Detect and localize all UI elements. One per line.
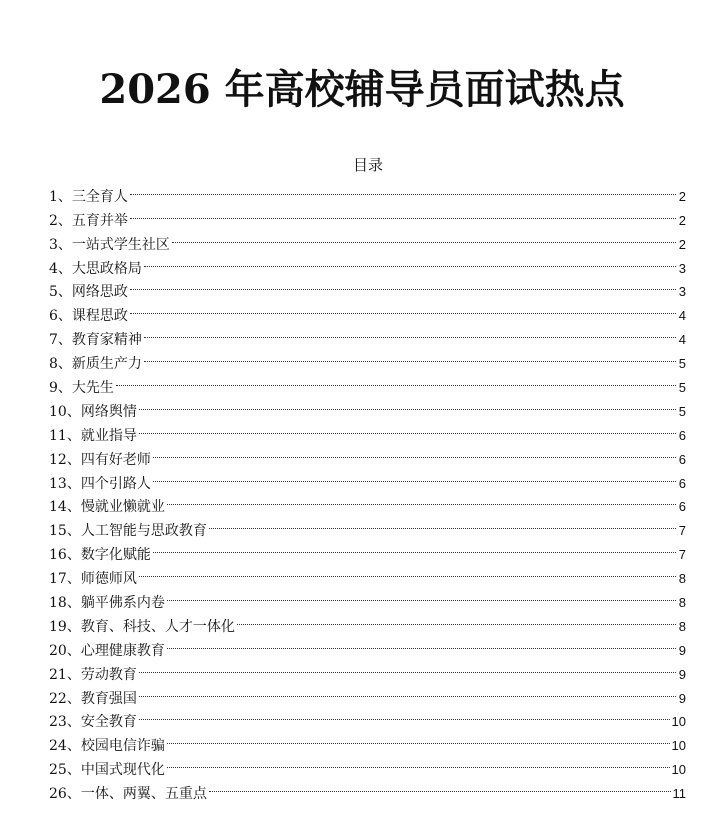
toc-entry-page-number: 9: [678, 642, 686, 658]
toc-dot-leader: [139, 655, 676, 679]
toc-dot-leader: [139, 679, 676, 703]
toc-entry-number: 2、: [49, 212, 72, 229]
toc-entry-title: 数字化赋能: [80, 547, 151, 564]
toc-entry-number: 20、: [49, 642, 81, 659]
toc-entry[interactable]: [49, 679, 686, 707]
toc-dot-leader: [153, 535, 676, 559]
toc-entry-page-number: 10: [671, 738, 686, 754]
toc-entry-title: 安全教育: [80, 714, 137, 731]
toc-entry-title: 三全育人: [71, 188, 128, 205]
toc-entry-title: 慢就业懒就业: [80, 499, 165, 516]
toc-entry-page-number: 10: [671, 714, 686, 730]
toc-entry[interactable]: [49, 320, 686, 349]
toc-entry[interactable]: [49, 559, 686, 588]
toc-dot-leader: [144, 249, 676, 273]
toc-dot-leader: [167, 631, 676, 655]
toc-entry-number: 18、: [49, 595, 81, 612]
toc-dot-leader: [167, 488, 676, 512]
toc-entry[interactable]: [49, 249, 686, 277]
toc-entry[interactable]: [49, 440, 686, 468]
toc-entry-number: 15、: [49, 523, 81, 540]
table-of-contents: [49, 177, 686, 803]
toc-entry-number: 9、: [49, 380, 72, 397]
toc-dot-leader: [130, 273, 676, 297]
toc-entry-title: 劳动教育: [80, 666, 137, 683]
toc-dot-leader: [209, 511, 676, 535]
toc-entry[interactable]: [49, 296, 686, 325]
toc-entry[interactable]: [49, 416, 686, 444]
toc-entry-page-number: 6: [678, 427, 686, 443]
toc-entry-number: 1、: [49, 188, 72, 205]
toc-entry-number: 23、: [49, 714, 81, 731]
toc-dot-leader: [167, 750, 670, 774]
toc-entry-page-number: 4: [678, 332, 686, 348]
toc-entry-title: 网络思政: [71, 284, 128, 301]
toc-entry[interactable]: [49, 273, 686, 301]
toc-entry-title: 教育强国: [80, 690, 137, 707]
toc-entry-number: 24、: [49, 738, 81, 755]
toc-entry-title: 中国式现代化: [80, 762, 165, 779]
toc-entry-title: 大思政格局: [71, 260, 142, 277]
toc-entry-page-number: 9: [678, 666, 686, 682]
toc-entry-page-number: 4: [678, 308, 686, 324]
toc-entry-number: 10、: [49, 403, 81, 420]
toc-entry-page-number: 11: [672, 786, 686, 802]
toc-dot-leader: [172, 225, 676, 249]
toc-dot-leader: [116, 368, 676, 392]
toc-entry-title: 网络舆情: [80, 403, 137, 420]
toc-entry-page-number: 9: [678, 690, 686, 706]
toc-dot-leader: [167, 583, 676, 607]
toc-entry-page-number: 2: [678, 188, 686, 204]
toc-entry[interactable]: [49, 344, 686, 373]
toc-dot-leader: [139, 559, 676, 583]
toc-entry-number: 6、: [49, 308, 72, 325]
toc-entry[interactable]: [49, 368, 686, 397]
toc-entry-title: 四有好老师: [80, 451, 151, 468]
toc-entry-number: 25、: [49, 762, 81, 779]
toc-entry-title: 一体、两翼、五重点: [80, 786, 207, 803]
toc-dot-leader: [153, 464, 676, 488]
toc-entry-page-number: 3: [678, 284, 686, 300]
toc-heading: 目录: [352, 156, 383, 174]
toc-entry-number: 14、: [49, 499, 81, 516]
toc-entry-page-number: 2: [678, 236, 686, 252]
toc-entry[interactable]: [49, 583, 686, 612]
toc-entry-page-number: 5: [678, 380, 686, 396]
toc-entry-number: 8、: [49, 356, 72, 373]
toc-entry-number: 16、: [49, 547, 81, 564]
toc-entry-title: 课程思政: [71, 308, 128, 325]
toc-entry-page-number: 7: [678, 547, 686, 563]
toc-dot-leader: [167, 726, 670, 750]
toc-entry-number: 21、: [49, 666, 81, 683]
toc-entry-number: 12、: [49, 451, 81, 468]
toc-entry[interactable]: [49, 726, 686, 755]
toc-dot-leader: [209, 774, 671, 798]
toc-entry-page-number: 6: [678, 451, 686, 467]
toc-dot-leader: [144, 320, 676, 344]
toc-entry-number: 13、: [49, 475, 81, 492]
toc-dot-leader: [130, 201, 676, 225]
toc-entry[interactable]: [49, 703, 686, 731]
toc-entry-number: 22、: [49, 690, 81, 707]
toc-entry-title: 五育并举: [71, 212, 128, 229]
toc-entry-title: 教育、科技、人才一体化: [80, 618, 235, 635]
toc-entry-page-number: 8: [678, 595, 686, 611]
toc-entry-number: 4、: [49, 260, 72, 277]
toc-entry-number: 7、: [49, 332, 72, 349]
toc-entry-title: 新质生产力: [71, 356, 142, 373]
toc-entry-page-number: 8: [678, 618, 686, 634]
toc-entry[interactable]: [49, 177, 686, 205]
toc-entry-page-number: 5: [678, 403, 686, 419]
toc-entry[interactable]: [49, 655, 686, 683]
toc-dot-leader: [237, 607, 676, 631]
toc-dot-leader: [130, 177, 676, 201]
toc-entry-page-number: 6: [678, 499, 686, 515]
toc-entry-title: 人工智能与思政教育: [80, 523, 207, 540]
toc-entry-title: 教育家精神: [71, 332, 142, 349]
toc-entry-title: 心理健康教育: [80, 642, 165, 659]
toc-dot-leader: [139, 416, 676, 440]
toc-entry-page-number: 2: [678, 212, 686, 228]
toc-entry-page-number: 3: [678, 260, 686, 276]
toc-entry-title: 大先生: [71, 380, 114, 397]
toc-entry[interactable]: [49, 392, 686, 420]
toc-dot-leader: [139, 392, 676, 416]
toc-entry[interactable]: [49, 225, 686, 253]
toc-dot-leader: [153, 440, 676, 464]
toc-entry-page-number: 6: [678, 475, 686, 491]
toc-entry-title: 一站式学生社区: [71, 236, 170, 253]
toc-entry-page-number: 7: [678, 523, 686, 539]
toc-entry-page-number: 5: [678, 356, 686, 372]
toc-entry-number: 17、: [49, 571, 81, 588]
toc-entry-page-number: 8: [678, 571, 686, 587]
toc-entry-title: 四个引路人: [80, 475, 151, 492]
toc-entry-page-number: 10: [671, 762, 686, 778]
toc-entry-title: 就业指导: [80, 427, 137, 444]
toc-entry-title: 躺平佛系内卷: [80, 595, 165, 612]
document-title: 2026 年高校辅导员面试热点: [99, 66, 625, 113]
toc-entry-title: 校园电信诈骗: [80, 738, 165, 755]
toc-dot-leader: [144, 344, 676, 368]
toc-entry-number: 3、: [49, 236, 72, 253]
toc-dot-leader: [139, 703, 670, 727]
toc-entry-number: 26、: [49, 786, 81, 803]
toc-entry-number: 5、: [49, 284, 72, 301]
toc-entry-number: 11、: [49, 427, 81, 444]
toc-entry-number: 19、: [49, 618, 81, 635]
toc-dot-leader: [130, 296, 676, 320]
toc-entry[interactable]: [49, 201, 686, 229]
toc-entry-title: 师德师风: [80, 571, 137, 588]
